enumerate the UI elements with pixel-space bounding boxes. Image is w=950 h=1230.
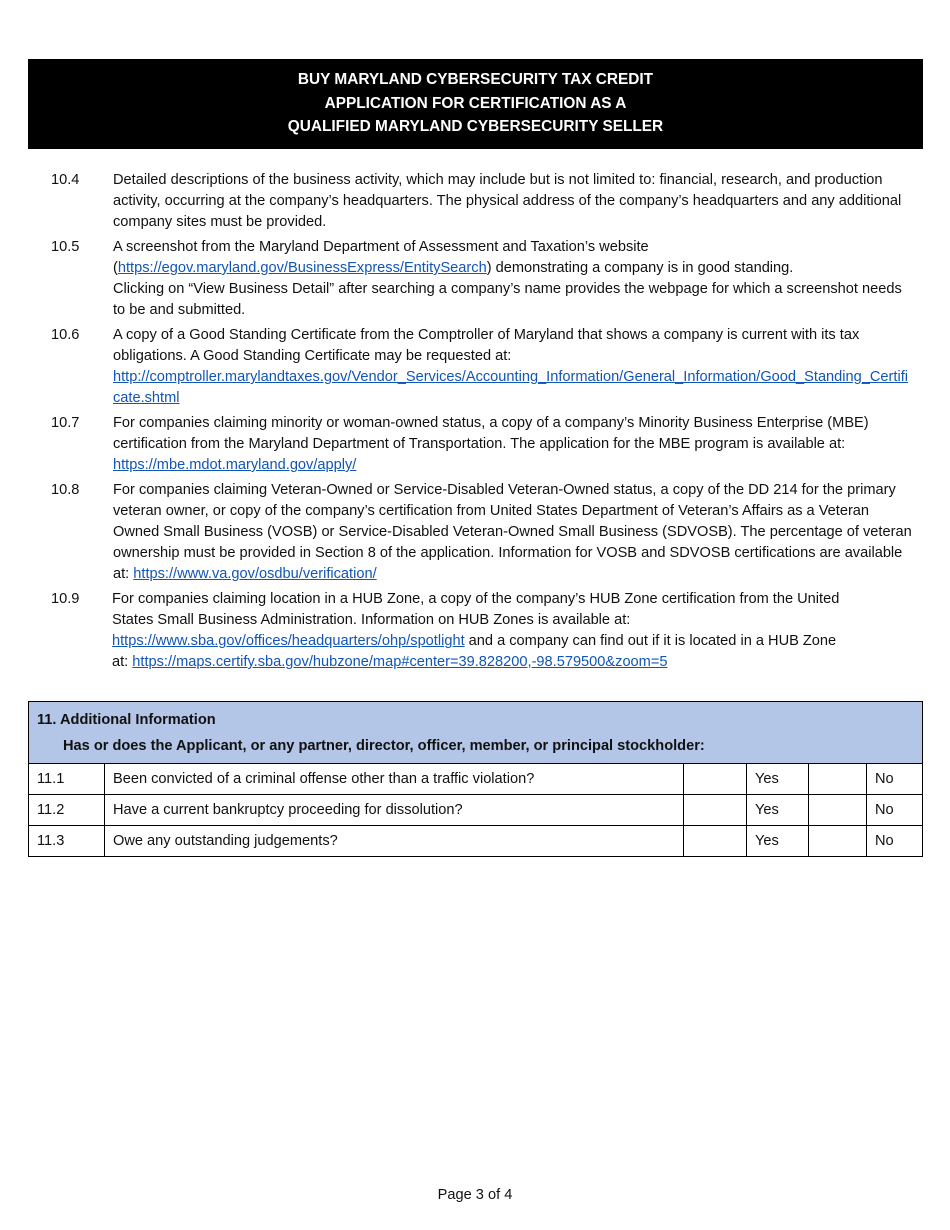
item-number: 10.7 (51, 415, 80, 431)
item-number: 10.5 (51, 239, 80, 255)
section-subtitle: Has or does the Applicant, or any partner, director, officer, member, or principal stockholder: (63, 738, 705, 754)
entity-search-link[interactable]: https://egov.maryland.gov/BusinessExpress/EntitySearch (117, 260, 487, 276)
list-item-10-9 (0, 589, 950, 673)
row-number: 11.3 (29, 826, 105, 857)
row-question: Been convicted of a criminal offense other than a traffic violation? (105, 764, 684, 795)
item-text: Detailed descriptions of the business activity, which may include but is not limited to: financial, research, and production activity, occurring at the company’s headquarters. The physical address of the company’s headquarters and any additional company sites must be provided. (113, 172, 902, 230)
item-text: For companies claiming minority or woman-owned status, a copy of a company’s Minority Business Enterprise (MBE) certification from the Maryland Department of Transportation. The application for the MBE program is available at: (113, 415, 869, 452)
page-number: Page 3 of 4 (437, 1187, 513, 1203)
item-text: For companies claiming location in a HUB Zone, a copy of the company’s HUB Zone certification from the United States Small Business Administration. Information on HUB Zones is available at: (112, 591, 840, 628)
item-text: A copy of a Good Standing Certificate from the Comptroller of Maryland that shows a company is current with its tax obligations. A Good Standing Certificate may be requested at: (113, 327, 860, 364)
yes-label: Yes (747, 795, 809, 826)
form-header (28, 59, 923, 149)
row-question: Have a current bankruptcy proceeding for dissolution? (105, 795, 684, 826)
yes-checkbox-cell[interactable] (684, 826, 747, 857)
list-item-10-8 (0, 480, 950, 585)
header-line-3: QUALIFIED MARYLAND CYBERSECURITY SELLER (287, 118, 664, 136)
additional-information-table (28, 701, 923, 857)
no-label: No (867, 826, 923, 857)
hubzone-map-link[interactable]: https://maps.certify.sba.gov/hubzone/map#center=39.828200,-98.579500&zoom=5 (132, 654, 668, 670)
no-label: No (867, 764, 923, 795)
no-checkbox-cell[interactable] (809, 795, 867, 826)
item-text: ) demonstrating a company is in good standing. (486, 260, 794, 276)
table-row (29, 764, 923, 795)
section-header (29, 702, 923, 764)
no-checkbox-cell[interactable] (809, 826, 867, 857)
row-question: Owe any outstanding judgements? (105, 826, 684, 857)
row-number: 11.1 (29, 764, 105, 795)
item-text: Clicking on “View Business Detail” after searching a company’s name provides the webpage for which a screenshot needs to be and submitted. (113, 281, 902, 318)
section-title: 11. Additional Information (37, 712, 216, 728)
list-item-10-7 (0, 413, 950, 476)
yes-label: Yes (747, 826, 809, 857)
yes-checkbox-cell[interactable] (684, 795, 747, 826)
list-item-10-5 (0, 237, 950, 321)
item-number: 10.6 (51, 327, 80, 343)
header-line-1: BUY MARYLAND CYBERSECURITY TAX CREDIT (297, 71, 654, 88)
row-number: 11.2 (29, 795, 105, 826)
yes-checkbox-cell[interactable] (684, 764, 747, 795)
good-standing-link[interactable]: http://comptroller.marylandtaxes.gov/Vendor_Services/Accounting_Information/General_Information/Good_Standing_Certificate.shtml (113, 369, 908, 406)
item-text: A screenshot from the Maryland Department of Assessment and Taxation’s website ( (113, 239, 649, 276)
no-checkbox-cell[interactable] (809, 764, 867, 795)
list-item-10-4 (0, 170, 950, 233)
mbe-apply-link[interactable]: https://mbe.mdot.maryland.gov/apply/ (113, 457, 357, 473)
item-text: and a company can find out if it is located in a HUB Zone at: (112, 633, 837, 670)
item-number: 10.8 (51, 482, 80, 498)
yes-label: Yes (747, 764, 809, 795)
list-item-10-6 (0, 325, 950, 409)
table-row (29, 826, 923, 857)
item-text: For companies claiming Veteran-Owned or Service-Disabled Veteran-Owned status, a copy of the DD 214 for the primary veteran owner, or copy of the company’s certification from United States Department of Veteran’s Affairs as a Veteran Owned Small Business (VOSB) or Service-Disabled Veteran-Owned Small Business (SDVOSB). The percentage of veteran ownership must be provided in Section 8 of the application. Information for VOSB and SDVOSB certifications are available at: (113, 482, 912, 582)
requirements-list (0, 170, 950, 677)
table-row (29, 795, 923, 826)
va-verification-link[interactable]: https://www.va.gov/osdbu/verification/ (133, 566, 377, 582)
section-header-row (29, 702, 923, 764)
no-label: No (867, 795, 923, 826)
item-number: 10.4 (51, 172, 80, 188)
item-number: 10.9 (51, 591, 80, 607)
header-line-2: APPLICATION FOR CERTIFICATION AS A (324, 94, 627, 112)
sba-spotlight-link[interactable]: https://www.sba.gov/offices/headquarters/ohp/spotlight (112, 633, 465, 649)
